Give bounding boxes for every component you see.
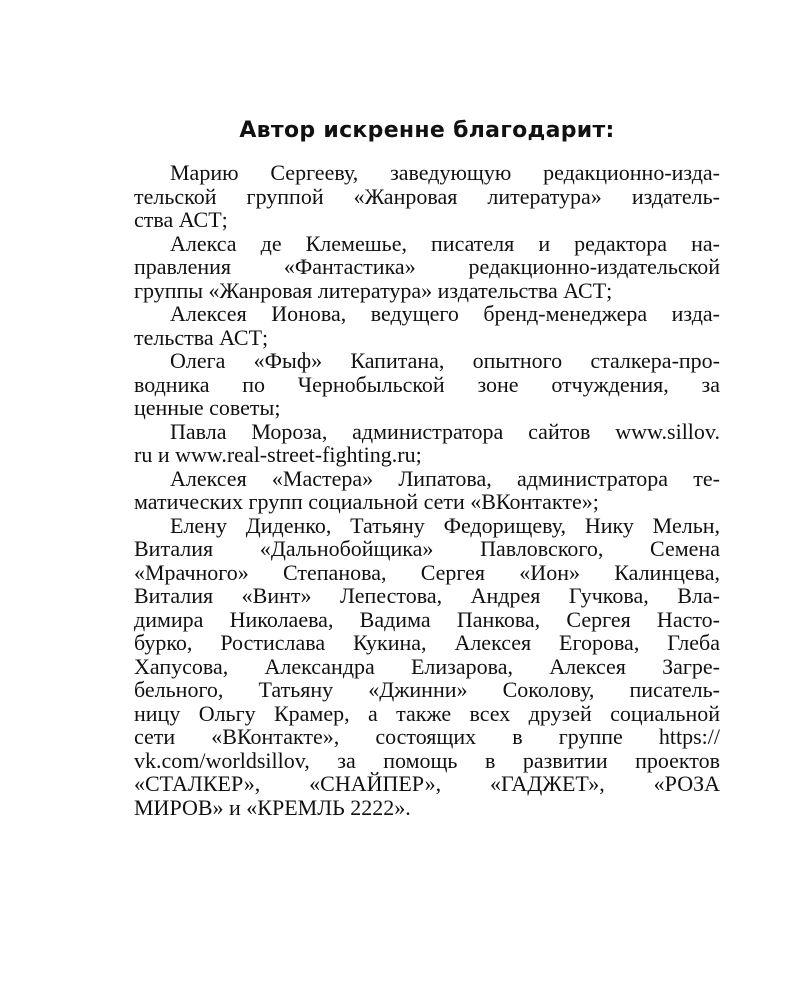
- text-line: «Мрачного» Степанова, Сергея «Ион» Калинцева,: [134, 559, 720, 585]
- text-line: «СТАЛКЕР», «СНАЙПЕР», «ГАДЖЕТ», «РОЗА: [134, 771, 720, 796]
- text-line: Елену Диденко, Татьяну Федорищеву, Нику Мельн,: [170, 512, 720, 538]
- page-heading: Автор искренне благодарит:: [239, 118, 615, 143]
- text-line: Виталия «Дальнобойщика» Павловского, Семена: [134, 536, 720, 561]
- text-line: Павла Мороза, администратора сайтов www.sillov.: [170, 418, 720, 444]
- text-line: сети «ВКонтакте», состоящих в группе https://: [134, 724, 720, 749]
- text-line: Олега «Фыф» Капитана, опытного сталкера-про-: [170, 348, 720, 373]
- document-page: [134, 118, 720, 819]
- text-line: матических групп социальной сети «ВКонтакте»;: [134, 489, 599, 514]
- text-line: Марию Сергееву, заведующую редакционно-изда-: [170, 160, 720, 185]
- text-line: тельства АСТ;: [134, 324, 269, 350]
- text-line: Алекса де Клемешье, писателя и редактора на-: [170, 230, 720, 256]
- text-line: бурко, Ростислава Кукина, Алексея Егорова, Глеба: [134, 630, 720, 655]
- text-line: ru и www.real-street-fighting.ru;: [134, 442, 422, 467]
- text-line: бельного, Татьяну «Джинни» Соколову, писатель-: [134, 677, 720, 702]
- text-line: димира Николаева, Вадима Панкова, Сергея Насто-: [134, 606, 720, 632]
- text-line: тельской группой «Жанровая литература» издатель-: [134, 183, 720, 209]
- text-line: ницу Ольгу Крамер, а также всех друзей социальной: [134, 700, 720, 726]
- text-line: правления «Фантастика» редакционно-издательской: [134, 254, 720, 279]
- text-line: Алексея «Мастера» Липатова, администратора те-: [170, 465, 720, 491]
- text-line: vk.com/worldsillov, за помощь в развитии проектов: [134, 747, 720, 773]
- text-line: Виталия «Винт» Лепестова, Андрея Гучкова, Вла-: [134, 583, 720, 608]
- text-line: Алексея Ионова, ведущего бренд-менеджера изда-: [170, 301, 720, 326]
- text-line: Хапусова, Александра Елизарова, Алексея Загре-: [134, 653, 720, 679]
- text-line: ства АСТ;: [134, 207, 228, 232]
- text-line: ценные советы;: [134, 395, 281, 420]
- text-line: группы «Жанровая литература» издательства АСТ;: [134, 277, 613, 303]
- text-line: МИРОВ» и «КРЕМЛЬ 2222».: [134, 794, 411, 820]
- text-line: водника по Чернобыльской зоне отчуждения, за: [134, 371, 720, 397]
